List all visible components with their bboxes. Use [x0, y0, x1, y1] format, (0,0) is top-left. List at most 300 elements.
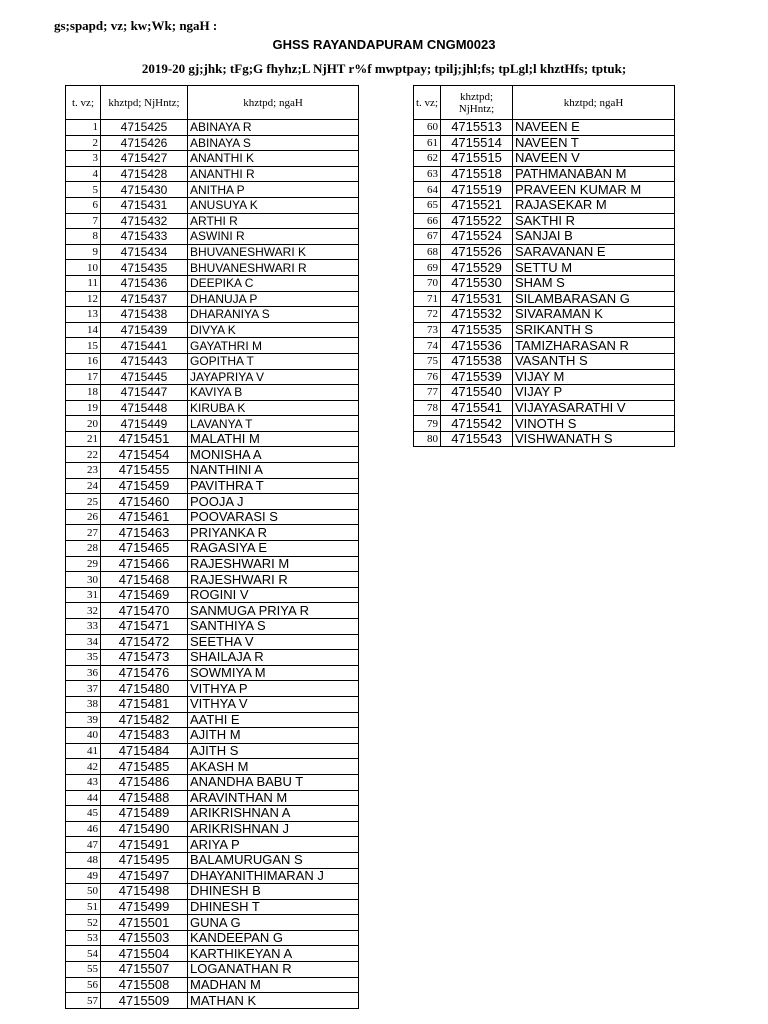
register-number-cell: 4715431: [101, 197, 188, 213]
student-name-cell: VASANTH S: [513, 353, 675, 369]
register-number-cell: 4715469: [101, 587, 188, 603]
register-number-cell: 4715532: [441, 307, 513, 323]
register-number-cell: 4715470: [101, 603, 188, 619]
table-row: [66, 525, 359, 541]
serial-number-cell: 48: [66, 852, 101, 868]
serial-number-cell: 3: [66, 151, 101, 167]
serial-number-cell: 36: [66, 665, 101, 681]
serial-number-cell: 9: [66, 244, 101, 260]
register-number-cell: 4715441: [101, 338, 188, 354]
student-name-cell: ABINAYA S: [188, 135, 359, 151]
table-row: [66, 463, 359, 479]
register-number-cell: 4715501: [101, 915, 188, 931]
serial-number-cell: 33: [66, 619, 101, 635]
student-name-cell: DHAYANITHIMARAN J: [188, 868, 359, 884]
serial-number-cell: 34: [66, 634, 101, 650]
serial-number-cell: 64: [414, 182, 441, 198]
serial-number-cell: 80: [414, 431, 441, 447]
table-row: [66, 182, 359, 198]
student-name-cell: RAJASEKAR M: [513, 197, 675, 213]
serial-number-cell: 68: [414, 244, 441, 260]
register-number-cell: 4715489: [101, 806, 188, 822]
register-number-cell: 4715539: [441, 369, 513, 385]
table-row: [66, 743, 359, 759]
student-name-cell: AJITH S: [188, 743, 359, 759]
table-row: [66, 665, 359, 681]
table-row: [414, 307, 675, 323]
student-name-cell: VIJAYASARATHI V: [513, 400, 675, 416]
serial-number-cell: 25: [66, 494, 101, 510]
student-name-cell: ANITHA P: [188, 182, 359, 198]
student-name-cell: VITHYA P: [188, 681, 359, 697]
student-name-cell: SANTHIYA S: [188, 619, 359, 635]
register-number-cell: 4715476: [101, 665, 188, 681]
serial-number-cell: 55: [66, 962, 101, 978]
student-name-cell: RAGASIYA E: [188, 541, 359, 557]
table-row: [66, 930, 359, 946]
table-row: [414, 182, 675, 198]
register-number-cell: 4715448: [101, 400, 188, 416]
table-row: [66, 509, 359, 525]
serial-number-cell: 72: [414, 307, 441, 323]
student-name-cell: DHINESH T: [188, 899, 359, 915]
student-name-cell: NAVEEN V: [513, 151, 675, 167]
serial-number-cell: 52: [66, 915, 101, 931]
student-name-cell: ROGINI V: [188, 587, 359, 603]
serial-number-cell: 75: [414, 353, 441, 369]
student-name-cell: SAKTHI R: [513, 213, 675, 229]
table-row: [66, 962, 359, 978]
serial-number-cell: 6: [66, 197, 101, 213]
table-row: [66, 369, 359, 385]
student-name-cell: POOJA J: [188, 494, 359, 510]
student-name-cell: ARTHI R: [188, 213, 359, 229]
register-number-cell: 4715460: [101, 494, 188, 510]
register-number-cell: 4715481: [101, 696, 188, 712]
serial-number-cell: 13: [66, 307, 101, 323]
table-row: [414, 197, 675, 213]
serial-number-cell: 47: [66, 837, 101, 853]
student-name-cell: DIVYA K: [188, 322, 359, 338]
table-row: [414, 260, 675, 276]
table-row: [66, 151, 359, 167]
serial-number-cell: 70: [414, 275, 441, 291]
register-number-cell: 4715521: [441, 197, 513, 213]
table-row: [66, 774, 359, 790]
student-name-cell: VINOTH S: [513, 416, 675, 432]
register-number-cell: 4715430: [101, 182, 188, 198]
table-row: [414, 369, 675, 385]
serial-number-cell: 26: [66, 509, 101, 525]
student-name-cell: RAJESHWARI R: [188, 572, 359, 588]
table-row: [66, 197, 359, 213]
student-name-cell: GOPITHA T: [188, 353, 359, 369]
student-name-cell: SHAM S: [513, 275, 675, 291]
serial-number-cell: 8: [66, 229, 101, 245]
register-number-cell: 4715466: [101, 556, 188, 572]
student-name-cell: SEETHA V: [188, 634, 359, 650]
register-number-cell: 4715531: [441, 291, 513, 307]
table-row: [66, 993, 359, 1009]
table-row: [66, 307, 359, 323]
table-row: [66, 977, 359, 993]
student-name-cell: BALAMURUGAN S: [188, 852, 359, 868]
register-number-cell: 4715461: [101, 509, 188, 525]
student-name-cell: ANUSUYA K: [188, 197, 359, 213]
table-row: [66, 696, 359, 712]
register-number-cell: 4715483: [101, 728, 188, 744]
register-number-cell: 4715437: [101, 291, 188, 307]
table-row: [414, 213, 675, 229]
table-row: [66, 681, 359, 697]
serial-number-cell: 45: [66, 806, 101, 822]
student-name-cell: SHAILAJA R: [188, 650, 359, 666]
serial-number-cell: 1: [66, 120, 101, 136]
table-row: [66, 915, 359, 931]
serial-number-cell: 35: [66, 650, 101, 666]
student-name-cell: ARIKRISHNAN A: [188, 806, 359, 822]
teacher-name-label: gs;spapd; vz; kw;Wk; ngaH :: [54, 18, 218, 33]
register-number-cell: 4715529: [441, 260, 513, 276]
table-row: [414, 244, 675, 260]
register-number-cell: 4715503: [101, 930, 188, 946]
serial-number-cell: 71: [414, 291, 441, 307]
student-table-left: [65, 85, 359, 1009]
serial-number-cell: 44: [66, 790, 101, 806]
table-row: [66, 244, 359, 260]
serial-number-cell: 32: [66, 603, 101, 619]
student-name-cell: MATHAN K: [188, 993, 359, 1009]
student-name-cell: BHUVANESHWARI K: [188, 244, 359, 260]
table-row: [414, 322, 675, 338]
table-row: [66, 213, 359, 229]
table-row: [66, 416, 359, 432]
table-row: [66, 494, 359, 510]
header-regno: khztpd; NjHntz;: [441, 86, 513, 120]
table-row: [66, 120, 359, 136]
serial-number-cell: 18: [66, 385, 101, 401]
student-name-cell: SIVARAMAN K: [513, 307, 675, 323]
serial-number-cell: 28: [66, 541, 101, 557]
register-number-cell: 4715473: [101, 650, 188, 666]
student-name-cell: PRAVEEN KUMAR M: [513, 182, 675, 198]
register-number-cell: 4715498: [101, 884, 188, 900]
register-number-cell: 4715542: [441, 416, 513, 432]
table-row: [414, 275, 675, 291]
serial-number-cell: 24: [66, 478, 101, 494]
student-name-cell: DHINESH B: [188, 884, 359, 900]
student-name-cell: ARAVINTHAN M: [188, 790, 359, 806]
table-row: [66, 852, 359, 868]
serial-number-cell: 30: [66, 572, 101, 588]
table-row: [66, 478, 359, 494]
register-number-cell: 4715426: [101, 135, 188, 151]
register-number-cell: 4715484: [101, 743, 188, 759]
register-number-cell: 4715463: [101, 525, 188, 541]
serial-number-cell: 38: [66, 696, 101, 712]
table-row: [414, 229, 675, 245]
student-name-cell: DHANUJA P: [188, 291, 359, 307]
table-row: [414, 416, 675, 432]
serial-number-cell: 19: [66, 400, 101, 416]
table-row: [66, 728, 359, 744]
serial-number-cell: 12: [66, 291, 101, 307]
serial-number-cell: 37: [66, 681, 101, 697]
serial-number-cell: 46: [66, 821, 101, 837]
student-name-cell: MALATHI M: [188, 431, 359, 447]
register-number-cell: 4715433: [101, 229, 188, 245]
register-number-cell: 4715504: [101, 946, 188, 962]
student-name-cell: VIJAY M: [513, 369, 675, 385]
table-row: [414, 400, 675, 416]
register-number-cell: 4715519: [441, 182, 513, 198]
student-name-cell: KAVIYA B: [188, 385, 359, 401]
register-number-cell: 4715499: [101, 899, 188, 915]
student-name-cell: SANMUGA PRIYA R: [188, 603, 359, 619]
student-name-cell: SRIKANTH S: [513, 322, 675, 338]
register-number-cell: 4715436: [101, 275, 188, 291]
register-number-cell: 4715468: [101, 572, 188, 588]
register-number-cell: 4715455: [101, 463, 188, 479]
serial-number-cell: 67: [414, 229, 441, 245]
student-name-cell: VITHYA V: [188, 696, 359, 712]
register-number-cell: 4715515: [441, 151, 513, 167]
table-row: [66, 806, 359, 822]
register-number-cell: 4715541: [441, 400, 513, 416]
serial-number-cell: 21: [66, 431, 101, 447]
student-name-cell: PAVITHRA T: [188, 478, 359, 494]
register-number-cell: 4715508: [101, 977, 188, 993]
serial-number-cell: 2: [66, 135, 101, 151]
table-row: [66, 619, 359, 635]
student-name-cell: KARTHIKEYAN A: [188, 946, 359, 962]
serial-number-cell: 77: [414, 385, 441, 401]
student-name-cell: MADHAN M: [188, 977, 359, 993]
register-number-cell: 4715451: [101, 431, 188, 447]
serial-number-cell: 31: [66, 587, 101, 603]
student-name-cell: ARIYA P: [188, 837, 359, 853]
table-row: [66, 447, 359, 463]
table-row: [66, 291, 359, 307]
student-name-cell: VIJAY P: [513, 385, 675, 401]
student-name-cell: BHUVANESHWARI R: [188, 260, 359, 276]
table-body-left: [66, 120, 359, 1009]
table-row: [414, 120, 675, 136]
student-name-cell: LOGANATHAN R: [188, 962, 359, 978]
header-regno: khztpd; NjHntz;: [101, 86, 188, 120]
table-row: [414, 385, 675, 401]
register-number-cell: 4715485: [101, 759, 188, 775]
table-row: [66, 712, 359, 728]
table-row: [66, 634, 359, 650]
register-number-cell: 4715509: [101, 993, 188, 1009]
table-row: [66, 603, 359, 619]
serial-number-cell: 65: [414, 197, 441, 213]
register-number-cell: 4715518: [441, 166, 513, 182]
register-number-cell: 4715443: [101, 353, 188, 369]
table-body-right: [414, 120, 675, 447]
table-row: [414, 166, 675, 182]
table-row: [66, 229, 359, 245]
register-number-cell: 4715524: [441, 229, 513, 245]
serial-number-cell: 5: [66, 182, 101, 198]
register-number-cell: 4715472: [101, 634, 188, 650]
serial-number-cell: 29: [66, 556, 101, 572]
student-name-cell: SETTU M: [513, 260, 675, 276]
student-name-cell: SANJAI B: [513, 229, 675, 245]
register-number-cell: 4715428: [101, 166, 188, 182]
register-number-cell: 4715434: [101, 244, 188, 260]
register-number-cell: 4715495: [101, 852, 188, 868]
serial-number-cell: 10: [66, 260, 101, 276]
register-number-cell: 4715526: [441, 244, 513, 260]
table-row: [66, 837, 359, 853]
register-number-cell: 4715522: [441, 213, 513, 229]
register-number-cell: 4715514: [441, 135, 513, 151]
serial-number-cell: 41: [66, 743, 101, 759]
student-name-cell: SOWMIYA M: [188, 665, 359, 681]
table-row: [414, 338, 675, 354]
serial-number-cell: 50: [66, 884, 101, 900]
student-name-cell: ABINAYA R: [188, 120, 359, 136]
student-name-cell: KIRUBA K: [188, 400, 359, 416]
register-number-cell: 4715540: [441, 385, 513, 401]
student-name-cell: AKASH M: [188, 759, 359, 775]
student-name-cell: ANANDHA BABU T: [188, 774, 359, 790]
serial-number-cell: 56: [66, 977, 101, 993]
table-row: [66, 821, 359, 837]
student-name-cell: SARAVANAN E: [513, 244, 675, 260]
student-name-cell: RAJESHWARI M: [188, 556, 359, 572]
header-sno: t. vz;: [414, 86, 441, 120]
table-row: [66, 338, 359, 354]
serial-number-cell: 49: [66, 868, 101, 884]
register-number-cell: 4715507: [101, 962, 188, 978]
header-sno: t. vz;: [66, 86, 101, 120]
table-row: [66, 884, 359, 900]
serial-number-cell: 15: [66, 338, 101, 354]
student-name-cell: PRIYANKA R: [188, 525, 359, 541]
serial-number-cell: 4: [66, 166, 101, 182]
serial-number-cell: 51: [66, 899, 101, 915]
student-name-cell: LAVANYA T: [188, 416, 359, 432]
student-name-cell: DEEPIKA C: [188, 275, 359, 291]
register-number-cell: 4715480: [101, 681, 188, 697]
table-row: [66, 899, 359, 915]
header-name: khztpd; ngaH: [513, 86, 675, 120]
register-number-cell: 4715438: [101, 307, 188, 323]
serial-number-cell: 61: [414, 135, 441, 151]
serial-number-cell: 16: [66, 353, 101, 369]
student-table-right: [413, 85, 675, 447]
student-name-cell: KANDEEPAN G: [188, 930, 359, 946]
student-name-cell: GAYATHRI M: [188, 338, 359, 354]
serial-number-cell: 69: [414, 260, 441, 276]
student-name-cell: TAMIZHARASAN R: [513, 338, 675, 354]
serial-number-cell: 60: [414, 120, 441, 136]
serial-number-cell: 63: [414, 166, 441, 182]
student-name-cell: ARIKRISHNAN J: [188, 821, 359, 837]
document-subtitle: 2019-20 gj;jhk; tFg;G fhyhz;L NjHT r%f mwptpay; tpilj;jhl;fs; tpLgl;l khztHfs; tptuk;: [141, 61, 627, 76]
student-name-cell: ASWINI R: [188, 229, 359, 245]
register-number-cell: 4715488: [101, 790, 188, 806]
register-number-cell: 4715435: [101, 260, 188, 276]
register-number-cell: 4715445: [101, 369, 188, 385]
register-number-cell: 4715497: [101, 868, 188, 884]
serial-number-cell: 76: [414, 369, 441, 385]
register-number-cell: 4715471: [101, 619, 188, 635]
student-name-cell: NAVEEN E: [513, 120, 675, 136]
table-row: [66, 353, 359, 369]
table-row: [414, 431, 675, 447]
serial-number-cell: 43: [66, 774, 101, 790]
serial-number-cell: 40: [66, 728, 101, 744]
header-name: khztpd; ngaH: [188, 86, 359, 120]
register-number-cell: 4715513: [441, 120, 513, 136]
serial-number-cell: 62: [414, 151, 441, 167]
register-number-cell: 4715490: [101, 821, 188, 837]
serial-number-cell: 73: [414, 322, 441, 338]
serial-number-cell: 74: [414, 338, 441, 354]
table-row: [66, 400, 359, 416]
register-number-cell: 4715447: [101, 385, 188, 401]
serial-number-cell: 22: [66, 447, 101, 463]
table-row: [414, 291, 675, 307]
school-title: GHSS RAYANDAPURAM CNGM0023: [272, 37, 496, 52]
register-number-cell: 4715449: [101, 416, 188, 432]
student-name-cell: VISHWANATH S: [513, 431, 675, 447]
register-number-cell: 4715459: [101, 478, 188, 494]
register-number-cell: 4715543: [441, 431, 513, 447]
student-name-cell: MONISHA A: [188, 447, 359, 463]
table-row: [66, 541, 359, 557]
student-name-cell: POOVARASI S: [188, 509, 359, 525]
serial-number-cell: 53: [66, 930, 101, 946]
register-number-cell: 4715535: [441, 322, 513, 338]
serial-number-cell: 54: [66, 946, 101, 962]
table-row: [66, 587, 359, 603]
serial-number-cell: 57: [66, 993, 101, 1009]
student-name-cell: JAYAPRIYA V: [188, 369, 359, 385]
serial-number-cell: 17: [66, 369, 101, 385]
table-row: [66, 166, 359, 182]
register-number-cell: 4715465: [101, 541, 188, 557]
register-number-cell: 4715530: [441, 275, 513, 291]
student-name-cell: AJITH M: [188, 728, 359, 744]
table-row: [414, 151, 675, 167]
serial-number-cell: 79: [414, 416, 441, 432]
table-row: [66, 790, 359, 806]
serial-number-cell: 7: [66, 213, 101, 229]
serial-number-cell: 66: [414, 213, 441, 229]
table-header-row: [414, 86, 675, 120]
serial-number-cell: 23: [66, 463, 101, 479]
student-name-cell: SILAMBARASAN G: [513, 291, 675, 307]
table-row: [66, 385, 359, 401]
table-row: [66, 946, 359, 962]
serial-number-cell: 42: [66, 759, 101, 775]
student-name-cell: ANANTHI R: [188, 166, 359, 182]
table-row: [66, 322, 359, 338]
serial-number-cell: 39: [66, 712, 101, 728]
table-row: [66, 650, 359, 666]
table-header-row: [66, 86, 359, 120]
register-number-cell: 4715427: [101, 151, 188, 167]
table-row: [66, 556, 359, 572]
table-row: [66, 431, 359, 447]
student-name-cell: NANTHINI A: [188, 463, 359, 479]
register-number-cell: 4715439: [101, 322, 188, 338]
